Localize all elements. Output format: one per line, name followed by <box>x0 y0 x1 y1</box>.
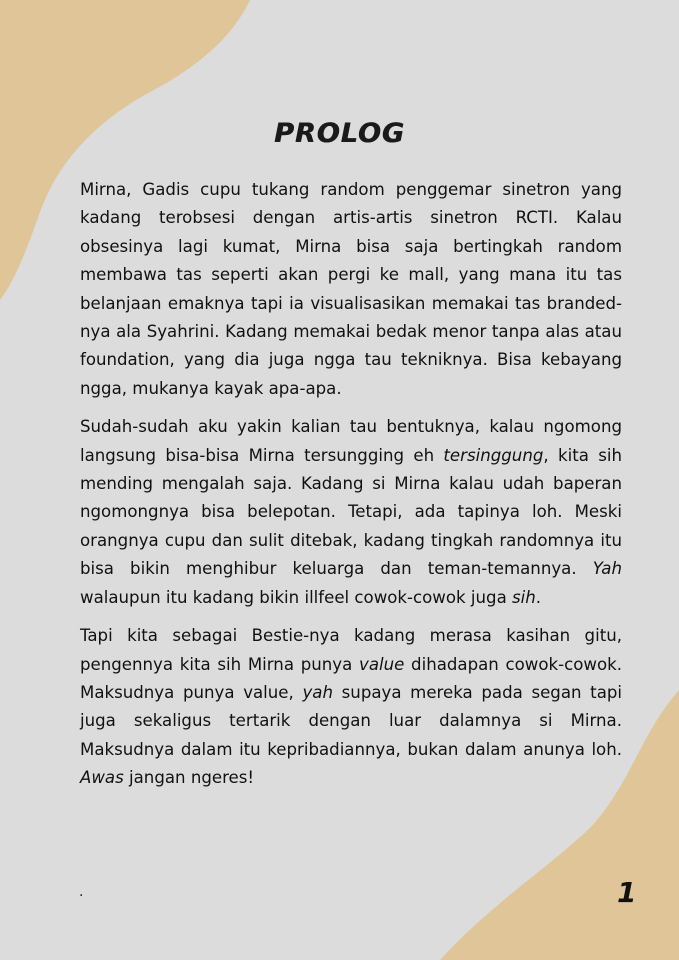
italic-text: sih <box>512 587 536 607</box>
italic-text: value <box>359 654 405 674</box>
paragraph <box>80 413 622 612</box>
text-segment: Tapi kita sebagai Bestie-nya kadang merasa kasihan gitu, pengennya kita sih Mirna punya <box>80 626 622 674</box>
text-segment: dihadapan cowok-cowok. Maksudnya punya value, <box>80 654 622 702</box>
page-number: 1 <box>617 876 637 909</box>
page-title: PROLOG <box>274 118 405 149</box>
paragraph <box>80 622 622 792</box>
italic-text: Awas <box>80 768 124 788</box>
text-segment: Mirna, Gadis cupu tukang random penggemar sinetron yang kadang terobsesi dengan artis-artis sinetron RCTI. Kalau obsesinya lagi kumat, Mirna bisa saja bertingkah random membawa tas seperti akan pergi ke mall, yang mana itu tas belanjaan emaknya tapi ia visualisasikan memakai tas branded-nya ala Syahrini. Kadang memakai bedak menor tanpa alas atau foundation, yang dia juga ngga tau tekniknya. Bisa kebayang ngga, mukanya kayak apa-apa. <box>80 180 622 398</box>
italic-text: Yah <box>592 559 622 579</box>
text-segment: . <box>535 587 542 607</box>
text-segment: Sudah-sudah aku yakin kalian tau bentuknya, kalau ngomong langsung bisa-bisa Mirna tersungging eh <box>80 417 622 465</box>
italic-text: tersinggung <box>443 445 544 465</box>
text-segment: , kita sih mending mengalah saja. Kadang si Mirna kalau udah baperan ngomongnya bisa belepotan. Tetapi, ada tapinya loh. Meski orangnya cupu dan sulit ditebak, kadang tingkah randomnya itu bisa bikin menghibur keluarga dan teman-temannya. <box>80 445 622 579</box>
text-segment: jangan ngeres! <box>123 768 255 788</box>
paragraph <box>80 176 622 403</box>
prolog-body <box>80 176 622 803</box>
footer-mark: . <box>79 884 84 900</box>
text-segment: supaya mereka pada segan tapi juga sekaligus tertarik dengan luar dalamnya si Mirna. Maksudnya dalam itu kepribadiannya, bukan dalam anunya loh. <box>80 682 623 759</box>
italic-text: yah <box>302 682 333 702</box>
text-segment: walaupun itu kadang bikin illfeel cowok-cowok juga <box>80 587 513 607</box>
